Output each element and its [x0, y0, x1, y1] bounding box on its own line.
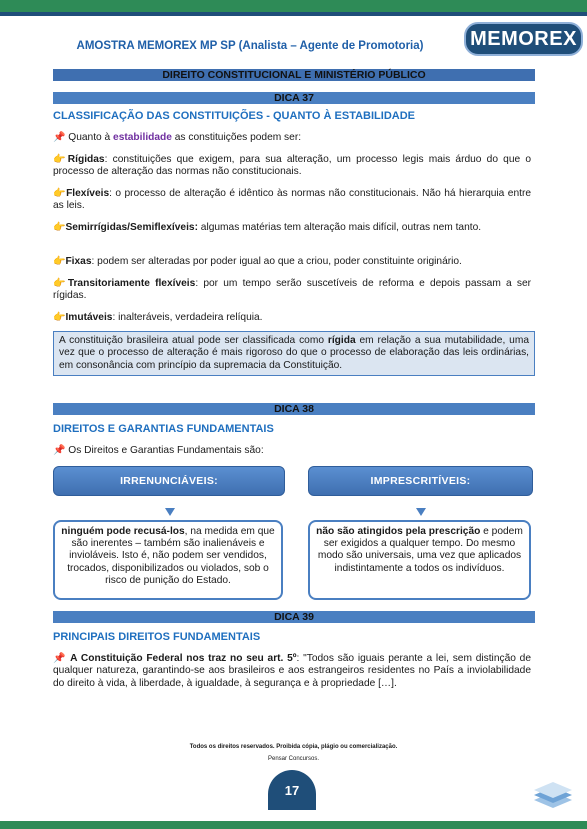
intro-estabilidade — [53, 132, 531, 144]
dica-38-band: DICA 38 — [53, 403, 535, 415]
item-imutaveis — [53, 312, 531, 324]
item-term: Imutáveis — [65, 312, 113, 323]
item-text: : podem ser alteradas por poder igual ao que a criou, poder constituinte originário. — [91, 256, 462, 267]
section-title-direitos: DIREITOS E GARANTIAS FUNDAMENTAIS — [53, 423, 274, 435]
pushpin-icon: 📌 — [53, 132, 66, 143]
memorex-logo — [464, 22, 583, 56]
pushpin-icon: 📌 — [53, 445, 66, 456]
card-imprescritiveis — [308, 520, 531, 600]
item-text: algumas matérias tem alteração mais difícil, outras nem tanto. — [197, 222, 482, 233]
pushpin-icon: 📌 — [53, 653, 67, 664]
pointing-hand-icon: 👉 — [53, 256, 66, 267]
page-number: 17 — [268, 770, 316, 810]
item-term: Rígidas — [67, 154, 105, 165]
note-key: rígida — [327, 335, 356, 346]
intro-key: estabilidade — [113, 132, 172, 143]
card-key: não são atingidos pela prescrição — [316, 526, 481, 537]
item-flexiveis — [53, 188, 531, 213]
item-term: Flexíveis — [66, 188, 110, 199]
pointing-hand-icon: 👉 — [53, 312, 66, 323]
art5-key: A Constituição Federal nos traz no seu art. 5º — [70, 653, 297, 664]
pointing-hand-icon: 👉 — [53, 278, 68, 289]
art5-paragraph — [53, 653, 531, 690]
page-header-title: AMOSTRA MEMOREX MP SP (Analista – Agente de Promotoria) — [76, 40, 424, 52]
section-title-principais: PRINCIPAIS DIREITOS FUNDAMENTAIS — [53, 631, 261, 643]
intro-pre: Quanto à — [68, 132, 114, 143]
item-text: : inalteráveis, verdadeira relíquia. — [112, 312, 263, 323]
subject-band: DIREITO CONSTITUCIONAL E MINISTÉRIO PÚBLICO — [53, 69, 535, 81]
arrow-down-icon — [165, 508, 175, 516]
art5-text: : "Todos são iguais perante a lei, sem distinção de qualquer natureza, garantindo-se aos brasileiros e aos estrangeiros residentes no País a inviolabilidade do direito à vida, à liberdade, à igualdade, à segurança e à propriedade […]. — [53, 653, 531, 689]
item-term: Fixas — [65, 256, 92, 267]
card-text: , na medida em que são inerentes – também são inalienáveis e invioláveis. Isto é, não podem ser vendidos, trocados, disponibilizados ou violados, sob o risco de punição do Estado. — [67, 526, 275, 586]
item-text: : constituições que exigem, para sua alteração, um processo legis mais árduo do que o processo de alteração das normas não constitucionais. — [53, 154, 531, 178]
item-text: : o processo de alteração é idêntico às normas não constitucionais. Não há hierarquia entre as leis. — [53, 188, 532, 212]
bottom-green-bar — [0, 821, 587, 829]
pill-imprescritiveis: IMPRESCRITÍVEIS: — [308, 466, 533, 496]
footer-brand: Pensar Concursos. — [267, 756, 320, 762]
top-green-bar — [0, 0, 587, 12]
item-semirrigidas — [53, 222, 531, 234]
dica-39-band: DICA 39 — [53, 611, 535, 623]
item-rigidas — [53, 154, 531, 179]
item-term: Semirrígidas/Semiflexíveis: — [65, 222, 198, 233]
card-text: e podem ser exigidos a qualquer tempo. Do mesmo modo são universais, uma vez que aplicados indistintamente a todos os indivíduos. — [317, 526, 523, 574]
intro-text: Os Direitos e Garantias Fundamentais são: — [68, 445, 264, 456]
item-fixas — [53, 256, 531, 268]
intro-direitos — [53, 445, 531, 457]
note-post: em relação a sua mutabilidade, uma vez que o processo de alteração é mais rigoroso do que o processo de elaboração das leis ordinárias, em consonância com princípio da supremacia da Constituição. — [59, 335, 529, 371]
logo-text: MEMOREX — [470, 27, 577, 50]
intro-post: as constituições podem ser: — [171, 132, 302, 143]
note-box — [53, 331, 535, 376]
item-term: Transitoriamente flexíveis — [67, 278, 196, 289]
arrow-down-icon — [416, 508, 426, 516]
note-pre: A constituição brasileira atual pode ser classificada como — [59, 335, 328, 346]
card-irrenunciaveis — [53, 520, 283, 600]
top-blue-bar — [0, 12, 587, 16]
footer-rights: Todos os direitos reservados. Proibida cópia, plágio ou comercialização. — [189, 744, 398, 750]
pill-irrenunciaveis: IRRENUNCIÁVEIS: — [53, 466, 285, 496]
pointing-hand-icon: 👉 — [53, 154, 68, 165]
section-title-classificacao: CLASSIFICAÇÃO DAS CONSTITUIÇÕES - QUANTO À ESTABILIDADE — [53, 110, 415, 122]
stack-icon — [530, 782, 576, 808]
pointing-hand-icon: 👉 — [53, 222, 66, 233]
dica-37-band: DICA 37 — [53, 92, 535, 104]
item-transitoriamente — [53, 278, 531, 303]
pointing-hand-icon: 👉 — [53, 188, 67, 199]
card-key: ninguém pode recusá-los — [61, 526, 185, 537]
item-text: : por um tempo serão suscetíveis de reforma e depois passam a ser rígidas. — [53, 278, 532, 302]
